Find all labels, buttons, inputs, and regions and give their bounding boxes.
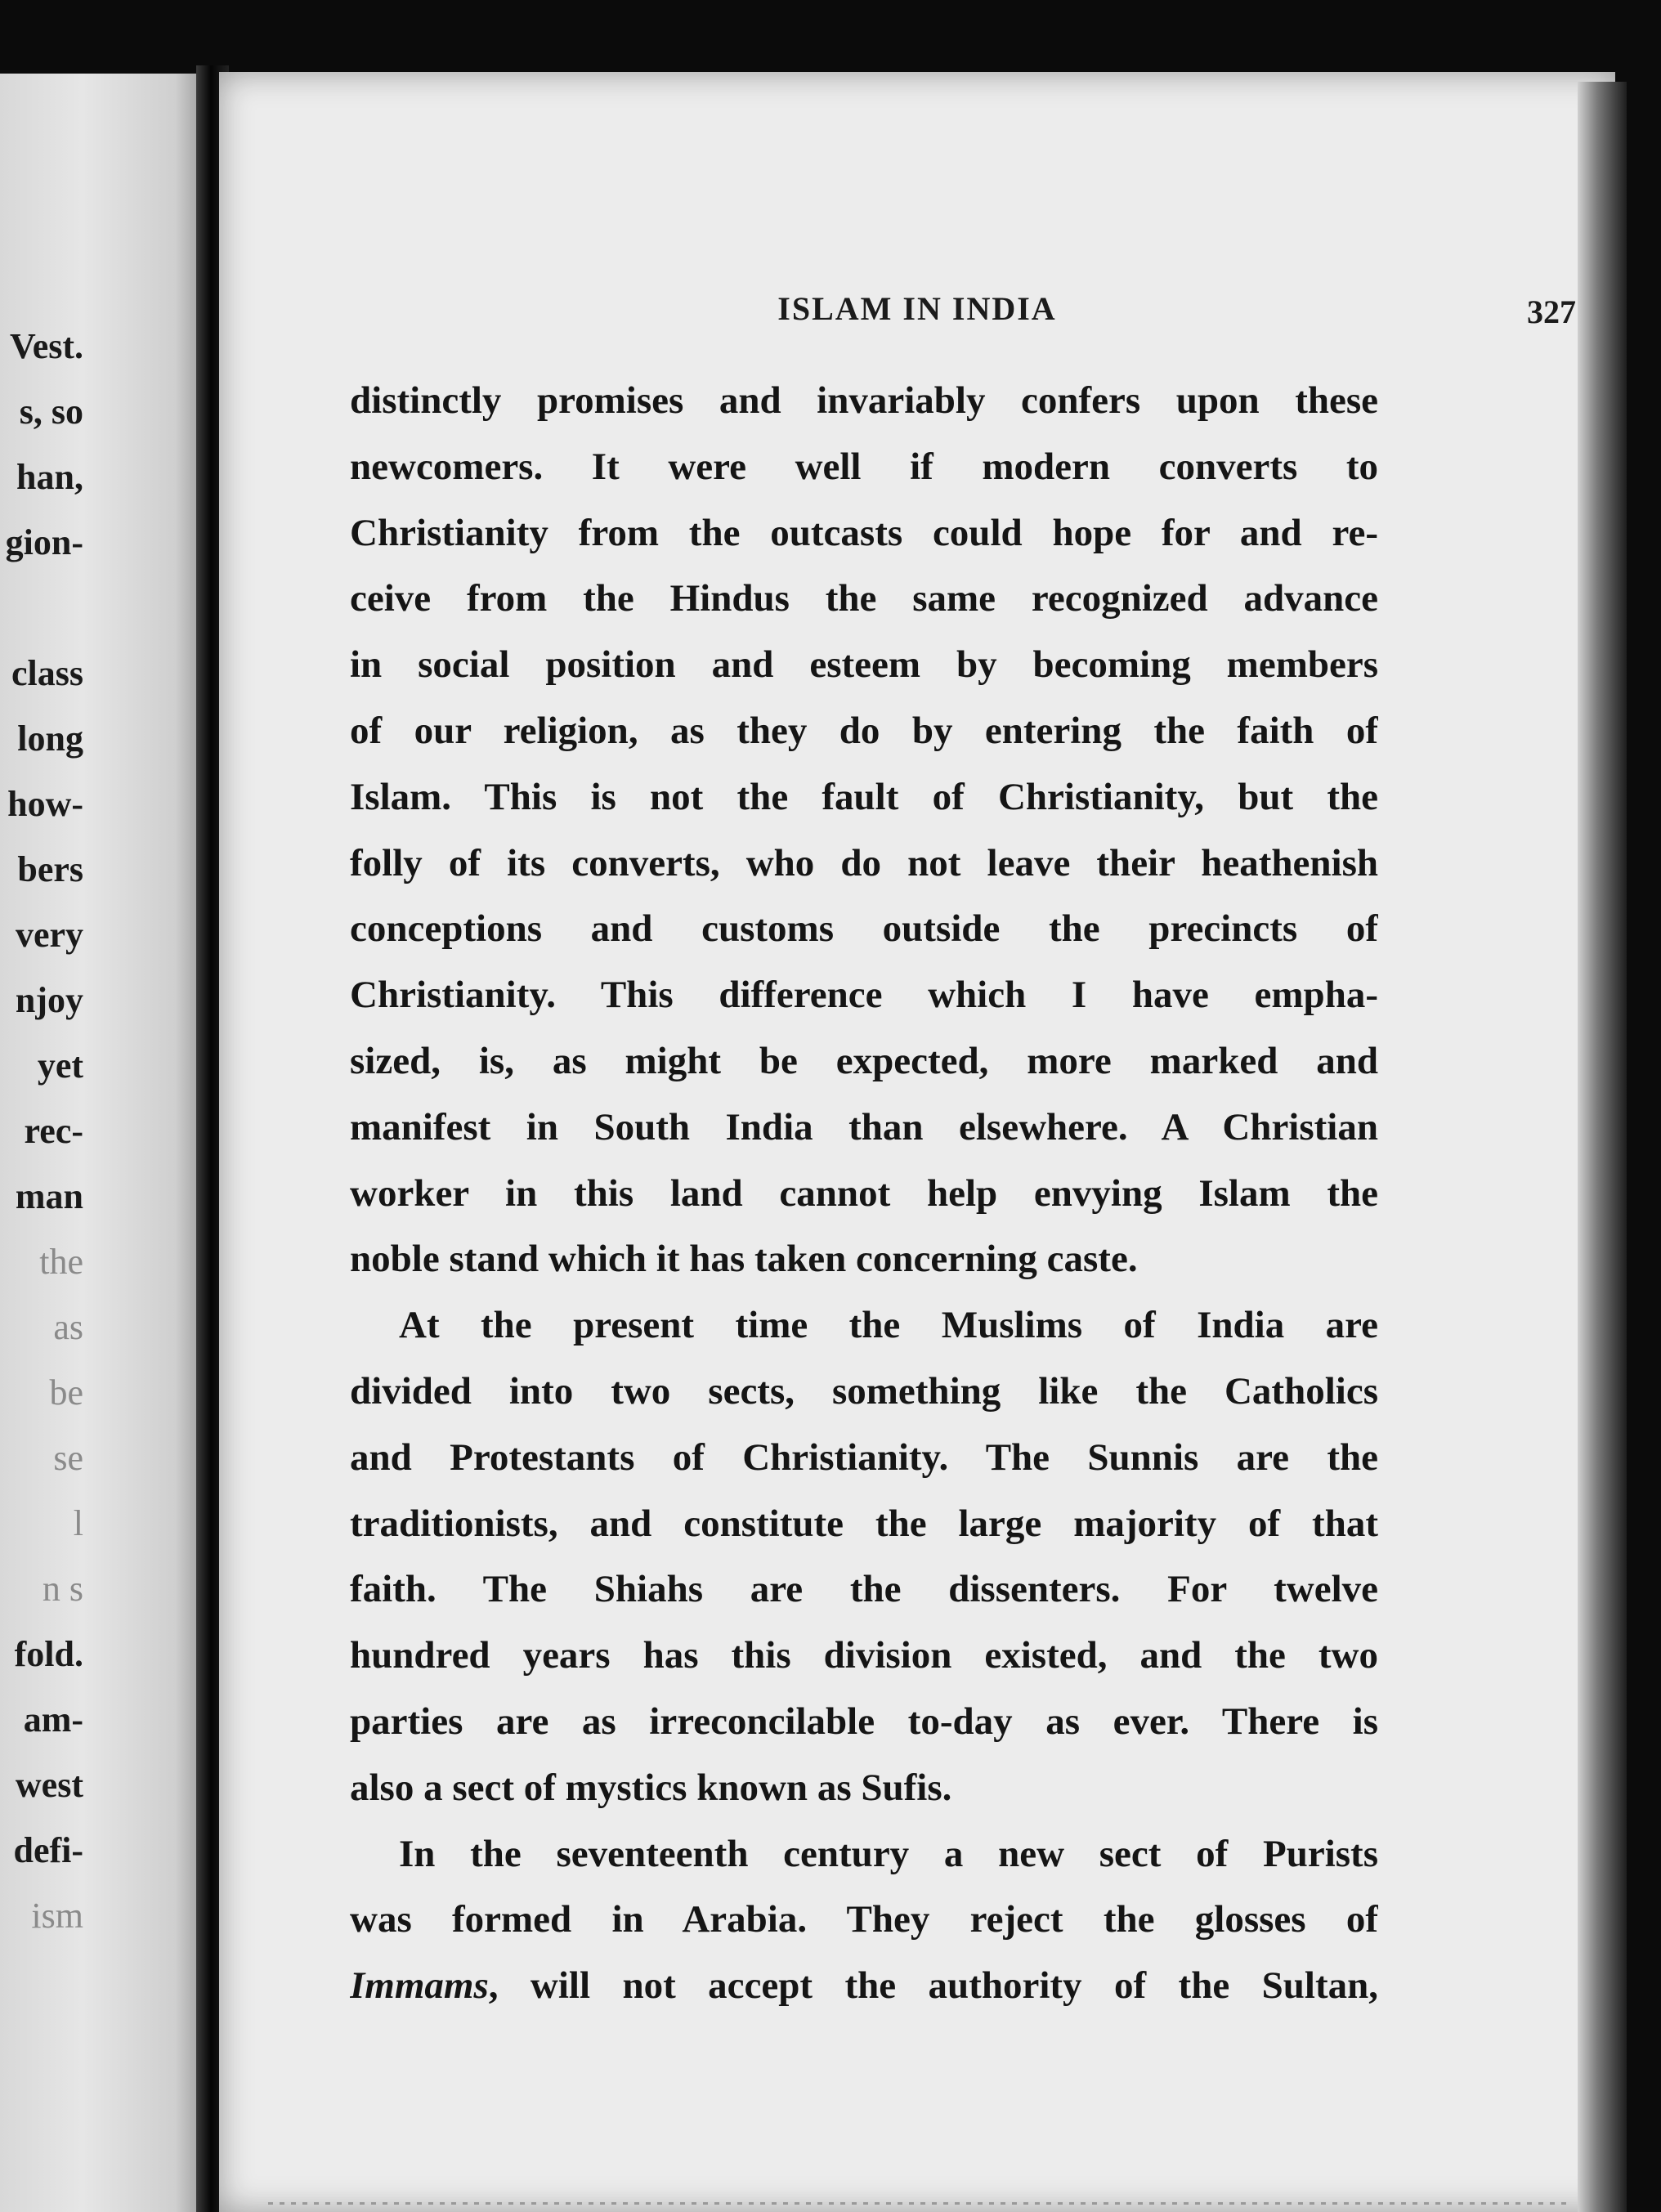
page-number: 327 — [1527, 293, 1576, 330]
left-fragment: west — [15, 1765, 83, 1805]
left-fragment: yet — [37, 1046, 83, 1086]
text-line: faith. The Shiahs are the dissenters. For twelve — [350, 1568, 1378, 1611]
text-line: sized, is, as might be expected, more marked and — [350, 1039, 1378, 1082]
text-line: newcomers. It were well if modern converts to — [350, 445, 1378, 488]
left-fragment: how- — [7, 784, 83, 824]
text-line: Christianity. This difference which I have empha- — [350, 974, 1378, 1017]
left-fragment: njoy — [15, 980, 83, 1020]
text-line: parties are as irreconcilable to-day as ever. There is — [350, 1699, 1378, 1743]
text-line: Christianity from the outcasts could hope for and re- — [350, 511, 1378, 554]
text-line: noble stand which it has taken concerning caste. — [350, 1238, 1138, 1281]
text-line: of our religion, as they do by entering the faith of — [350, 709, 1378, 752]
left-fragment: the — [39, 1242, 83, 1282]
text-line: folly of its converts, who do not leave their heathenish — [350, 841, 1378, 884]
left-fragment: rec- — [24, 1111, 83, 1151]
left-fragment: han, — [16, 457, 83, 497]
italic-word: Immams — [350, 1964, 489, 2008]
text-line: and Protestants of Christianity. The Sunnis are the — [350, 1435, 1378, 1479]
left-fragment: l — [73, 1503, 83, 1543]
left-fragment: Vest. — [9, 326, 83, 366]
left-fragment: fold. — [14, 1634, 83, 1674]
left-fragment: class — [11, 653, 83, 693]
left-fragment: very — [15, 915, 83, 955]
left-fragment: be — [49, 1372, 83, 1413]
page-edge-shadow — [1578, 82, 1627, 2212]
left-fragment: am- — [23, 1699, 83, 1740]
paragraph-start-line: At the present time the Muslims of India are — [399, 1304, 1378, 1347]
text-line: ceive from the Hindus the same recognized advance — [350, 577, 1378, 620]
text-line: manifest in South India than elsewhere. A Christian — [350, 1105, 1378, 1149]
text-line-rest: , will not accept the authority of the Sultan, — [488, 1964, 1378, 2008]
text-line: Islam. This is not the fault of Christianity, but the — [350, 775, 1378, 818]
text-line: traditionists, and constitute the large majority of that — [350, 1502, 1378, 1545]
page-body — [350, 368, 1378, 2019]
left-fragment: s, so — [19, 392, 83, 432]
text-line: also a sect of mystics known as Sufis. — [350, 1766, 952, 1809]
text-line: conceptions and customs outside the precincts of — [350, 907, 1378, 951]
left-fragment: bers — [17, 849, 83, 889]
running-head: ISLAM IN INDIA — [777, 290, 1057, 327]
text-line: worker in this land cannot help envying Islam the — [350, 1171, 1378, 1215]
text-line: hundred years has this division existed, and the two — [350, 1634, 1378, 1677]
paragraph-start-line: In the seventeenth century a new sect of Purists — [399, 1832, 1378, 1875]
left-fragment: gion- — [5, 522, 83, 562]
text-line: in social position and esteem by becoming members — [350, 643, 1378, 687]
left-fragment: n s — [42, 1569, 83, 1609]
left-fragment: se — [53, 1438, 83, 1478]
page-bottom-rule — [268, 2202, 1566, 2205]
left-fragment: man — [15, 1176, 83, 1216]
left-facing-page — [0, 74, 206, 2212]
left-fragment: ism — [31, 1896, 83, 1936]
left-fragment: as — [53, 1307, 83, 1347]
text-line: distinctly promises and invariably confers upon these — [350, 379, 1378, 422]
text-line: divided into two sects, something like the Catholics — [350, 1369, 1378, 1413]
left-fragment: long — [17, 719, 83, 759]
text-line-italic-start — [350, 1953, 1378, 2019]
text-line: was formed in Arabia. They reject the glosses of — [350, 1898, 1378, 1941]
left-fragment: defi- — [13, 1830, 83, 1870]
book-page — [219, 72, 1615, 2212]
